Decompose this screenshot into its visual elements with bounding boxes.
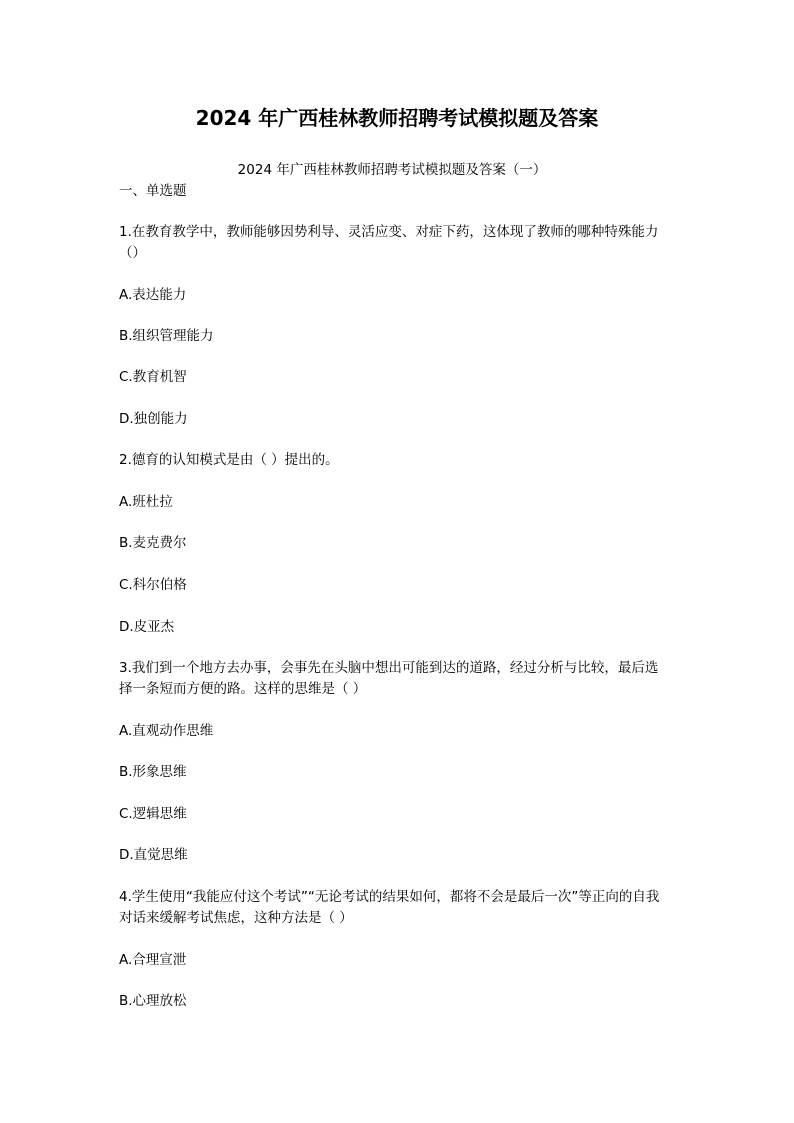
document-subtitle: 2024 年广西桂林教师招聘考试模拟题及答案（一）	[237, 162, 547, 178]
question-2-option-a: A.班杜拉	[119, 494, 173, 510]
question-3-option-c: C.逻辑思维	[119, 806, 187, 822]
question-stem-1: 1.在教育教学中，教师能够因势利导、灵活应变、对症下药，这体现了教师的哪种特殊能力（）	[119, 224, 659, 261]
section-heading: 一、单选题	[119, 183, 187, 199]
question-3-option-d: D.直觉思维	[119, 847, 188, 863]
question-1-option-b: B.组织管理能力	[119, 328, 214, 344]
question-4-option-b: B.心理放松	[119, 993, 187, 1009]
question-stem-4: 4.学生使用“我能应付这个考试”“无论考试的结果如何，都将不会是最后一次”等正向的自我对话来缓解考试焦虑，这种方法是（ ）	[119, 889, 660, 926]
question-2-option-c: C.科尔伯格	[119, 577, 187, 593]
question-2-option-b: B.麦克费尔	[119, 535, 187, 551]
question-4-option-a: A.合理宣泄	[119, 952, 187, 968]
question-2-option-d: D.皮亚杰	[119, 619, 175, 635]
document-title: 2024 年广西桂林教师招聘考试模拟题及答案	[195, 106, 599, 130]
question-1-option-d: D.独创能力	[119, 411, 188, 427]
question-stem-2: 2.德育的认知模式是由（ ）提出的。	[119, 452, 339, 468]
question-stem-3: 3.我们到一个地方去办事，会事先在头脑中想出可能到达的道路，经过分析与比较，最后选择一条短而方便的路。这样的思维是（ ）	[119, 660, 659, 697]
question-1-option-c: C.教育机智	[119, 369, 187, 385]
question-1-option-a: A.表达能力	[119, 287, 187, 303]
question-3-option-b: B.形象思维	[119, 764, 187, 780]
question-3-option-a: A.直观动作思维	[119, 723, 214, 739]
